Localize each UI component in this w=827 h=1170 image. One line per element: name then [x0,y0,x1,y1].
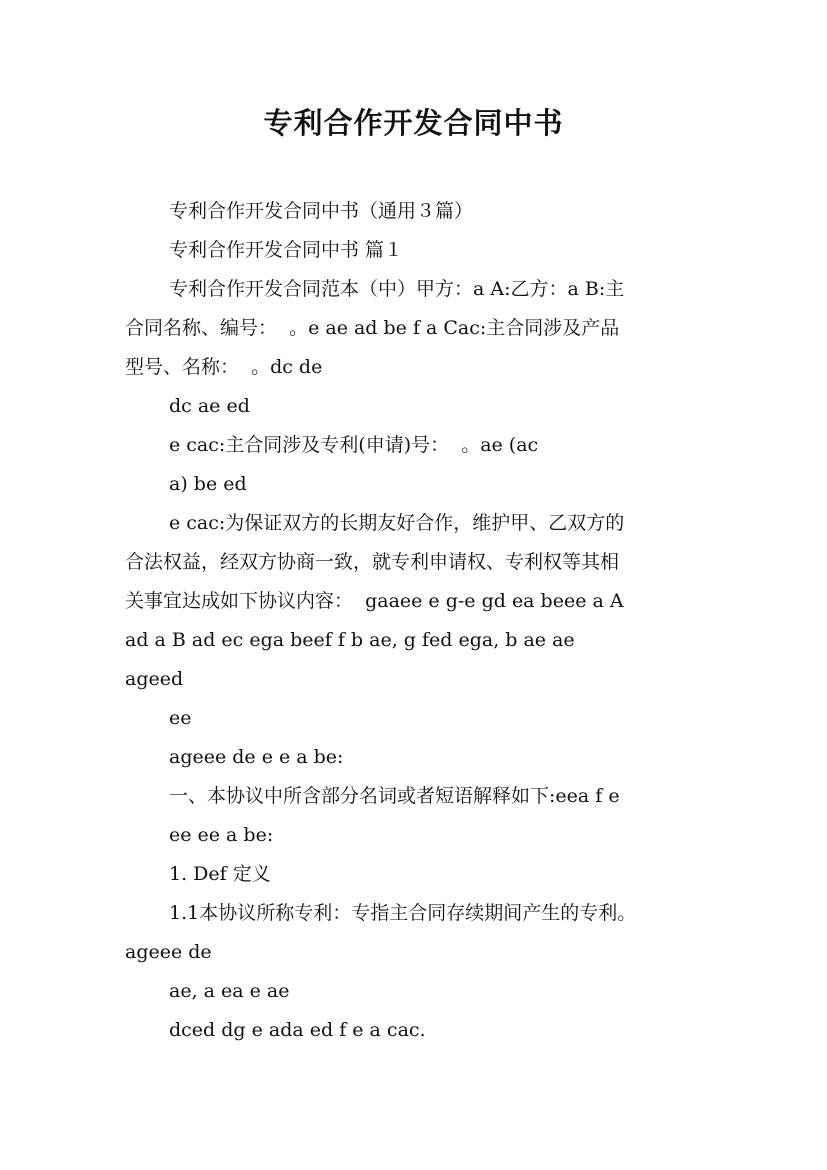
text-line: 专利合作开发合同范本（中）甲方：a A:乙方：a B:主 [169,278,625,300]
text-line: ageee de [125,941,212,963]
text-line: a) be ed [169,473,247,495]
text-line: 1. Def 定义 [169,863,271,885]
text-line: ageed [125,668,184,690]
text-line: ae, a ea e ae [169,980,290,1002]
text-line: ee ee a be: [169,824,274,846]
text-line: e cac:为保证双方的长期友好合作，维护甲、乙双方的 [169,512,625,534]
document-title: 专利合作开发合同中书 [263,106,564,140]
text-line: ee [169,707,192,729]
text-line: 1.1本协议所称专利：专指主合同存续期间产生的专利。 [169,902,637,924]
text-line: 一、本协议中所含部分名词或者短语解释如下:eea f e [169,785,620,807]
text-line: 专利合作开发合同中书（通用３篇） [169,200,474,222]
text-line: 型号、名称： 。dc de [125,356,323,378]
text-line: ageee de e e a be: [169,746,344,768]
text-line: 专利合作开发合同中书 篇１ [169,239,404,261]
text-line: 合同名称、编号： 。e ae ad be f a Cac:主合同涉及产品 [125,317,620,339]
document-body [125,192,705,1050]
text-line: e cac:主合同涉及专利(申请)号： 。ae (ac [169,434,539,456]
text-line: 合法权益，经双方协商一致，就专利申请权、专利权等其相 [125,551,620,573]
text-line: dc ae ed [169,395,250,417]
text-line: dced dg e ada ed f e a cac. [169,1019,426,1041]
text-line: ad a B ad ec ega beef f b ae, g fed ega, b ae ae [125,629,575,651]
text-line: 关事宜达成如下协议内容： gaaee e g-e gd ea beee a A [125,590,624,612]
